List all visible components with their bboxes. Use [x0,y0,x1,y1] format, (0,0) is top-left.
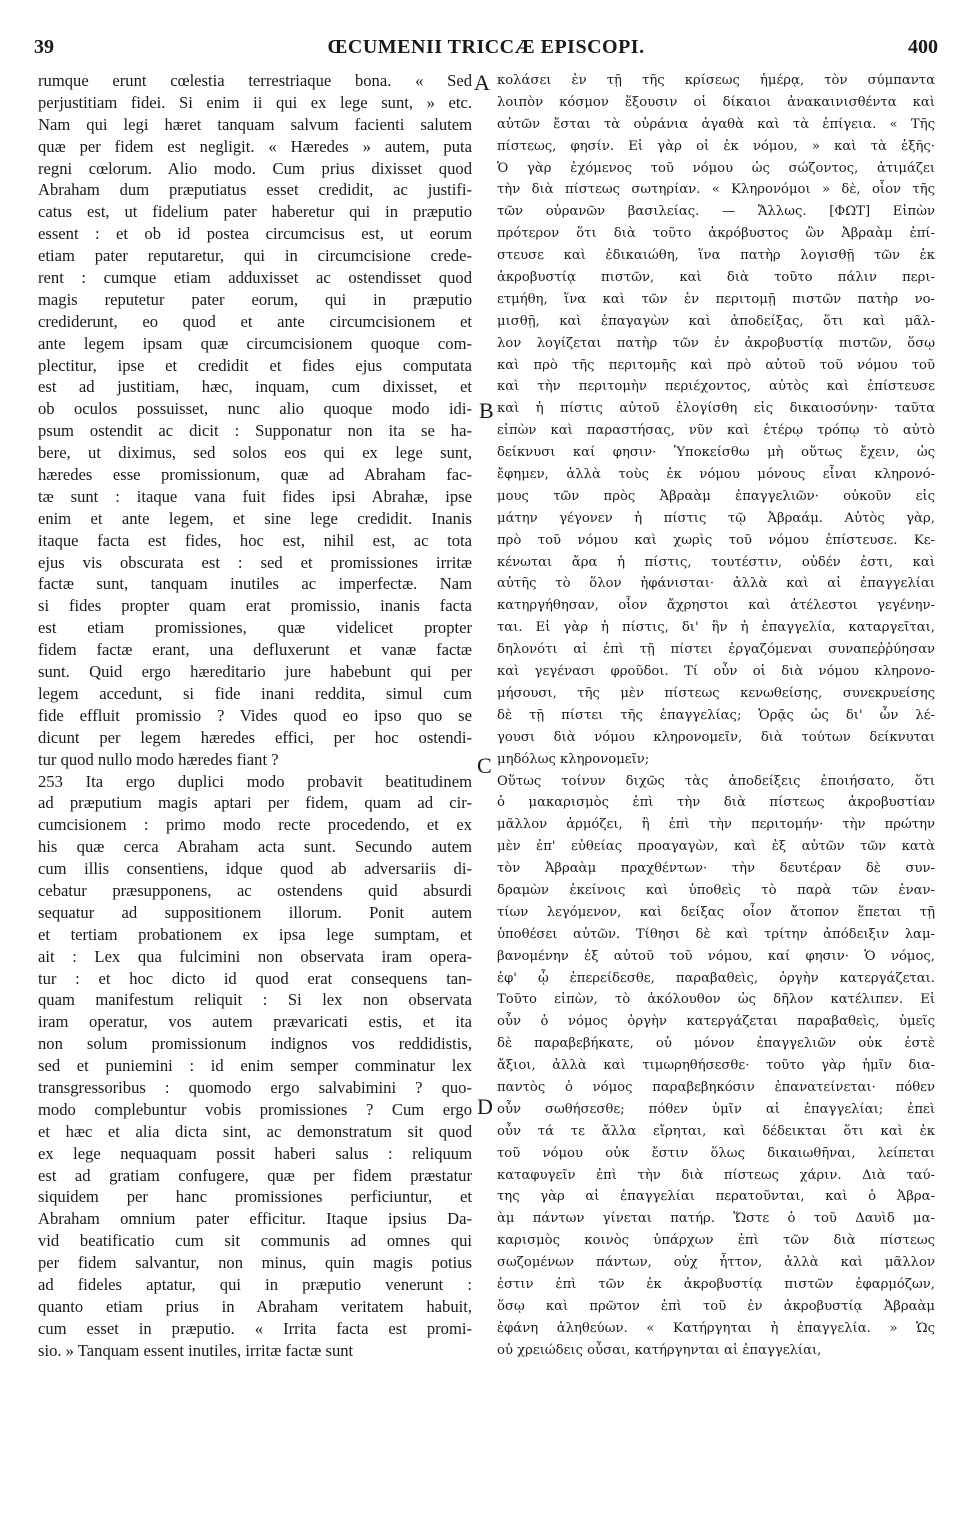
greek-text-line: πρὸ τοῦ νόμου καὶ χωρὶς τοῦ νόμου ἐπίστευσε. Κε- [497,532,935,548]
latin-text-line: ex lege nequaquam possit haberi salus : reliquum [38,1143,472,1163]
greek-text-line: στευσε καὶ ἐδικαιώθη, ἵνα πατὴρ λογισθῇ τῶν ἐκ [497,248,935,264]
latin-text-line: cum illis consentiens, idque quod ab adversariis di- [38,859,472,879]
greek-text-line: ὰμ πάντων γίνεται πατήρ. Ὥστε ὁ τοῦ Δαυὶδ μα- [497,1211,935,1227]
latin-text-line: plectitur, ipse et credidit et fides ejus computata [38,355,472,375]
greek-text-line: εἰπὼν καὶ παραστήσας, νῦν καὶ ἑτέρῳ τρόπῳ τὸ αὐτὸ [497,423,935,439]
latin-text-line: cum esset in præputio. « Irrita facta est promi- [38,1318,472,1338]
latin-text-line: transgressoribus : quomodo ergo salvabimini ? quo- [38,1077,472,1097]
greek-text-line: οὐ χρειώδεις οὖσαι, κατήργηνται αἱ ἐπαγγελίαι, [497,1342,822,1358]
latin-text-line: iram operatur, vos autem prævaricati estis, et ita [38,1012,472,1032]
greek-text-line: λον λογίζεται πατὴρ τῶν ἐν ἀκροβυστίᾳ πιστῶν, ὅσῳ [497,335,935,351]
greek-text-line: δὲ παραβεβήκατε, οὐ μόνον ἐπαγγελιῶν οὐκ ἐστὲ [497,1036,935,1052]
latin-text-line: factæ sunt, tanquam inutiles ac imperfectæ. Nam [38,574,472,594]
greek-text-line: δραμὼν ἐκείνοις καὶ ὑποθεὶς τὸ παρὰ τῶν ἐναν- [497,882,935,898]
greek-text-line: μηδόλως κληρονομεῖν; [497,751,650,767]
latin-text-line: crediderunt, eo quod et ante circumcisionem et [38,311,472,331]
latin-text-line: si fides propter quam erat promissio, inanis facta [38,596,472,616]
latin-text-line: perjustitiam fidei. Si enim ii qui ex lege sunt, » etc. [38,92,472,112]
greek-text-line: βανομένην ἐξ αὐτοῦ τοῦ νόμου, καί φησιν· Ὁ νόμος, [497,948,935,964]
latin-text-line: vid beatificatio cum sit communis ad omnes qui [38,1231,472,1251]
greek-text-line: καὶ ἡ πίστις αὐτοῦ ἐλογίσθη εἰς δικαιοσύνην· ταῦτα [497,401,935,417]
greek-text-line: γουσι διὰ νόμου κληρονομεῖν, διὰ τούτων δείκνυται [497,729,935,745]
greek-text-line: ἔφημεν, ἀλλὰ τοὺς ἐκ νόμου μόνους εἶναι κληρονό- [497,467,935,483]
latin-text-line: cumcisionem : primo modo recte procedendo, et ex [38,815,472,835]
latin-text-line: cebatur præsupponens, ac ostendens quid absurdi [38,880,472,900]
latin-column [38,70,472,1362]
greek-text-line: δὲ τῇ πίστει τῆς ἐπαγγελίας; Ὁρᾷς ὡς δι' ὧν λέ- [497,707,935,723]
latin-text-line: essent : et ob id postea circumcisus est, ut eorum [38,224,472,244]
latin-text-line: ait : Lex qua fulcimini non observata iram opera- [38,946,472,966]
latin-text-line: dicunt per legem hæredes effici, per hoc ostendi- [38,727,472,747]
latin-text-line: rumque erunt cœlestia terrestriaque bona. « Sed [38,71,472,90]
latin-text-line: rent : cumque etiam adduxisset ac ostendisset quod [38,268,472,288]
greek-text-line: πίστεως, φησίν. Εἰ γὰρ οἱ ἐκ νόμου, » καὶ τὰ ἑξῆς· [497,138,935,154]
greek-text-line: τοῦ νόμου οὐκ ἔστιν ὅλως δικαιωθῆναι, λείπεται [497,1145,935,1161]
greek-text-line: μάτην γέγονεν ἡ πίστις τῷ Ἀβραάμ. Αὐτὸς γὰρ, [497,510,935,526]
latin-text-line: ante legem ipsam quæ circumcisionem quoque com- [38,333,472,353]
greek-text-line: τῶν οὐρανῶν βασιλείας. — Ἄλλως. [ΦΩΤ] Εἰπὼν [497,204,935,220]
latin-text-line: Abraham omnium pater efficitur. Itaque ipsius Da- [38,1209,472,1229]
latin-text-line: regni cœlorum. Alio modo. Cum prius dixisset quod [38,158,472,178]
latin-text-line: sed et puniemini : id enim semper comminatur lex [38,1056,472,1076]
latin-text-line: quam manifestum reliquit : Si lex non observata [38,990,472,1010]
latin-text-line: Abraham dum præputiatus esset credidit, ac justifi- [38,180,472,200]
greek-text-line: δηλονότι αἱ ἐπὶ τῇ πίστει ἐργαζόμεναι συναπεῤῥύησαν [497,642,935,658]
greek-text-line: καρισμὸς κοινὸς ὑπάρχων ἐπὶ τῶν διὰ πίστεως [497,1233,935,1249]
greek-text-line: μήσουσι, τῆς μὲν πίστεως κενωθείσης, συνεκρυείσης [497,685,935,701]
greek-text-line: ται. Εἰ γὰρ ἡ πίστις, δι' ἣν ἡ ἐπαγγελία, καταργεῖται, [497,620,935,636]
greek-text-line: κατηργήθησαν, οἷον ἄχρηστοι καὶ ἀτέλεστοι γεγένην- [497,598,935,614]
latin-text-line: ad præputium magis aptari per fidem, quam ad cir- [38,793,472,813]
latin-text-line: Nam qui legi hæret tanquam salvum facienti salutem [38,114,472,134]
latin-text-line: magis reputetur pater eorum, qui in præputio [38,289,472,309]
greek-text-line: τὸν Ἀβραὰμ πραχθέντων· τὴν δευτέραν δὲ συν- [497,861,935,877]
margin-letter-a: A [474,70,490,95]
greek-text-line: οὖν ὁ νόμος ὀργὴν κατεργάζεται παραβαθεὶς, ὑμεῖς [497,1014,935,1030]
latin-text-line: itaque facta est fides, hoc est, nihil est, ac tota [38,530,472,550]
page-number-right: 400 [908,36,938,58]
greek-text-line: ἐφ' ᾧ ἐπερείδεσθε, παραβαθεὶς, ὀργὴν κατεργάζεται. [497,970,935,986]
latin-text-line: sequatur ad suppositionem illorum. Ponit autem [38,902,472,922]
greek-text-line: σωζομένων πάντων, οὐχ ἧττον, ἀλλὰ καὶ μᾶλλον [497,1255,935,1271]
latin-text-line: enim et ante legem, et sine lege credidit. Inanis [38,508,472,528]
greek-text-line: καταφυγεῖν ἐπὶ τὴν διὰ πίστεως χάριν. Διὰ ταύ- [497,1167,935,1183]
greek-text-line: αὐτῆς τὸ ὅλον ἠφάνισται· ἀλλὰ καὶ αἱ ἐπαγγελίαι [497,576,935,592]
latin-text-line: sunt. Quid ergo hæreditario jure habebunt qui per [38,662,472,682]
greek-text-line: ἀκροβυστίᾳ πιστῶν, καὶ διὰ τοῦτο πάλιν περι- [497,270,935,286]
latin-text-line: fidem factæ erant, una defluxerunt et vanæ factæ [38,640,472,660]
greek-text-line: οὖν τά τε ἄλλα εἴρηται, καὶ δέδεικται ὅτι καὶ ἐκ [497,1123,935,1139]
greek-text-line: πρότερον ὅτι διὰ τοῦτο ἀκρόβυστος ὢν Ἀβραὰμ ἐπί- [497,226,935,242]
greek-text-line: τίων λεγόμενον, καὶ δείξας οἷον ἄτοπον ἕπεται τῇ [497,904,935,920]
latin-text-line: fide effluit promissio ? Vides quod eo ipso quo se [38,705,472,725]
page-number-left: 39 [34,36,54,58]
greek-text-line: Οὕτως τοίνυν διχῶς τὰς ἀποδείξεις ἐποιήσατο, ὅτι [497,773,935,789]
greek-text-line: Ὁ γὰρ ἐχόμενος τοῦ νόμου ὡς σώζοντος, ἀτιμάζει [497,160,935,176]
greek-text-line: κένωται ἄρα ἡ πίστις, τουτέστιν, οὐδέν ἐστι, καὶ [497,554,935,570]
greek-text-line: ἐφάνη ἀληθεύων. « Κατήργηται ἡ ἐπαγγελία. » Ὡς [497,1320,935,1336]
greek-text-line: δείκνυσι καί φησιν· Ὑποκείσθω μὴ οὕτως ἔχειν, ὡς [497,445,935,461]
greek-text-line: ὁ μακαρισμὸς ἐπὶ τὴν διὰ πίστεως ἀκροβυστίαν [497,795,935,811]
greek-text-line: μισθῇ, καὶ ἐπαγαγὼν καὶ ἀποδείξας, ὅτι καὶ μᾶλ- [497,313,935,329]
greek-text-line: ἐστιν ἐπὶ τῶν ἐκ ἀκροβυστίᾳ πιστῶν ἐφαρμόζων, [497,1276,935,1292]
latin-text-line: est ad justitiam, hæc, inquam, cum dixisset, et [38,377,472,397]
running-title: ŒCUMENII TRICCÆ EPISCOPI. [327,36,645,58]
latin-text-line: non solum promissionum indignos vos reddidistis, [38,1034,472,1054]
latin-text-line: tur : et hoc dicto id quod erat consequens tan- [38,968,472,988]
greek-text-line: Τοῦτο εἰπὼν, τὸ ἀκόλουθον ὡς δῆλον κατέλιπεν. Εἰ [497,992,935,1008]
greek-text-line: της γὰρ αἱ ἐπαγγελίαι περατοῦνται, καὶ ὁ Ἀβρα- [497,1189,935,1205]
latin-text-line: bere, ut diximus, sed solos eos qui ex lege sunt, [38,443,472,463]
latin-text-line: his quæ cerca Abraham acta sunt. Secundo autem [38,837,472,857]
greek-text-line: παντὸς ὁ νόμος παραβεβηκόσιν ἐπανατείνεται· πόθεν [497,1079,935,1095]
latin-text-line: sio. » Tanquam essent inutiles, irritæ factæ sunt [38,1340,354,1360]
greek-column [497,70,935,1362]
greek-text-line: λοιπὸν κόσμον ἕξουσιν οἱ δίκαιοι ἀνακαινισθέντα καὶ [497,94,935,110]
latin-text-line: est ad gratiam confugere, quæ per fidem præstatur [38,1165,472,1185]
margin-letter-c: C [477,753,492,778]
latin-text-line: tæ sunt : itaque vana fuit fides ipsi Abrahæ, ipse [38,486,472,506]
latin-text-line: est etiam promissiones, quæ videlicet propter [38,618,472,638]
latin-text-line: ob oculos possuisset, nunc alio quoque modo idi- [38,399,472,419]
latin-text-line: hæredes esse promissionum, quæ ad Abraham fac- [38,465,472,485]
greek-text-line: ἄξιοι, ἀλλὰ καὶ τιμωρηθήσεσθε· τοῦτο γὰρ ἡμῖν δια- [497,1058,935,1074]
latin-text-line: ejus vis obscurata est : sed et promissiones irritæ [38,552,472,572]
greek-text-line: καὶ πρὸ τῆς περιτομῆς καὶ πρὸ αὐτοῦ τοῦ νόμου τοῦ [497,357,935,373]
greek-text-line: μους τῶν πρὸς Ἀβραὰμ ἐπαγγελιῶν· οὐκοῦν εἰς [497,488,935,504]
greek-text-line: μᾶλλον ἁρμόζει, ἢ ἐπὶ τὴν περιτομήν· τὴν πρώτην [497,817,935,833]
greek-text-line: μὲν ἐπ' εὐθείας προαγαγὼν, καὶ ἐξ αὐτῶν τῶν κατὰ [497,839,935,855]
greek-text-line: καὶ τὴν περιτομὴν περιέχοντος, αὐτὸς καὶ ἐπίστευσε [497,379,935,395]
latin-text-line: catus est, ut fidelium pater haberetur qui in præputio [38,202,472,222]
latin-text-line: legem accedunt, si fide inani reddita, simul cum [38,683,472,703]
greek-text-line: τὴν διὰ πίστεως σωτηρίαν. « Κληρονόμοι » δὲ, οἷον τῆς [497,182,935,198]
latin-text-line: quanto etiam prius in Abraham veritatem habuit, [38,1296,472,1316]
greek-text-line: οὖν σωθήσεσθε; πόθεν ὑμῖν αἱ ἐπαγγελίαι; ἐπεὶ [497,1101,935,1117]
greek-text-line: ὑποθέσει αὐτῶν. Τίθησι δὲ καὶ τρίτην ἀπόδειξιν λαμ- [497,926,935,942]
latin-text-line: et tertiam probationem ex ipsa lege sumptam, et [38,924,472,944]
latin-text-line: modo complebuntur vobis promissiones ? Cum ergo [38,1099,472,1119]
latin-text-line: 253 Ita ergo duplici modo probavit beatitudinem [38,771,472,791]
latin-text-line: ad fideles aptatur, qui in præputio venerunt : [38,1274,472,1294]
latin-text-line: per fidem salvantur, non minus, quin magis potius [38,1253,472,1273]
running-header [34,36,938,64]
greek-text-line: καὶ γεγένασι φροῦδοι. Τί οὖν οἱ διὰ νόμου κληρονο- [497,664,935,680]
greek-text-line: κολάσει ἐν τῇ τῆς κρίσεως ἡμέρᾳ, τὸν σύμπαντα [497,73,935,88]
latin-text-line: et hæc et alia dicta sint, ac demonstratum sit quod [38,1121,472,1141]
margin-letter-d: D [477,1094,493,1119]
latin-text-line: psum ostendit ac dicit : Supponatur non ita se ha- [38,421,472,441]
latin-text-line: quæ per fidem est negligit. « Hæredes » autem, puta [38,136,472,156]
latin-text-line: tur quod nullo modo hæredes fiant ? [38,749,279,769]
latin-text-line: siquidem per hanc promissiones perficiuntur, et [38,1187,472,1207]
latin-text-line: etiam pater reputaretur, qui in circumcisione crede- [38,246,472,266]
greek-text-line: αὐτῶν ἔσται τὰ οὐράνια ἀγαθὰ καὶ τὰ ἐπίγεια. « Τῆς [497,116,935,132]
margin-letter-b: B [479,398,494,423]
greek-text-line: ετμήθη, ἵνα καὶ τῶν ἐν περιτομῇ πιστῶν πατὴρ νο- [497,291,935,307]
greek-text-line: ὅσῳ καὶ πρῶτον ἐπὶ τοῦ ἐν ἀκροβυστίᾳ Ἀβραὰμ [497,1298,935,1314]
